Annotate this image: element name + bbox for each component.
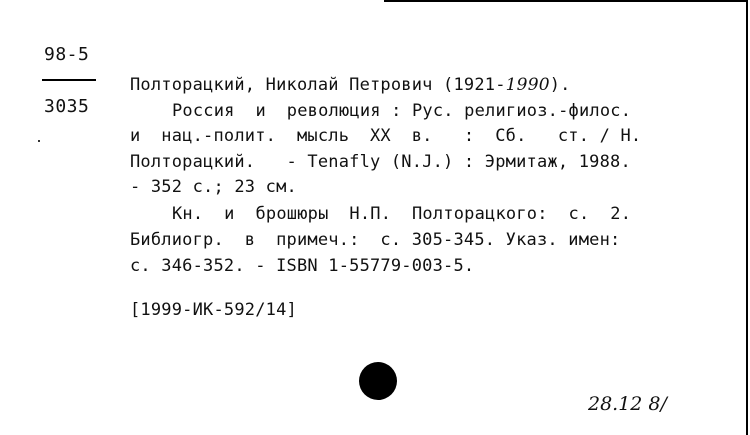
note-line-2: Библиогр. в примеч.: с. 305-345. Указ. имен: bbox=[130, 230, 621, 250]
title-line-2: и нац.-полит. мысль XX в. : Сб. ст. / Н. bbox=[130, 126, 642, 146]
call-number-top: 98-5 bbox=[44, 44, 90, 65]
note-line-1: Кн. и брошюры Н.П. Полторацкого: с. 2. bbox=[172, 204, 632, 224]
punch-hole bbox=[359, 362, 397, 400]
handwritten-death-year: 1990 bbox=[505, 75, 550, 95]
author-heading bbox=[130, 75, 571, 95]
collation-line: - 352 с.; 23 см. bbox=[130, 177, 297, 197]
card-border-top bbox=[384, 0, 746, 2]
title-line-1: Россия и революция : Рус. религиоз.-филос. bbox=[172, 101, 632, 121]
imprint-line: Полторацкий. - Tenafly (N.J.) : Эрмитаж, 1988. bbox=[130, 152, 631, 172]
handwritten-date: 28.12 8/ bbox=[588, 393, 667, 415]
author-heading-suffix: ). bbox=[549, 75, 571, 95]
card-border-right bbox=[746, 0, 748, 435]
call-number-bottom: 3035 bbox=[44, 96, 90, 117]
author-heading-prefix: Полторацкий, Николай Петрович (1921- bbox=[130, 75, 506, 95]
accession-number: [1999-ИК-592/14] bbox=[130, 300, 297, 320]
ink-speck bbox=[38, 140, 40, 142]
note-line-3: с. 346-352. - ISBN 1-55779-003-5. bbox=[130, 256, 475, 276]
call-number-divider bbox=[42, 79, 96, 81]
